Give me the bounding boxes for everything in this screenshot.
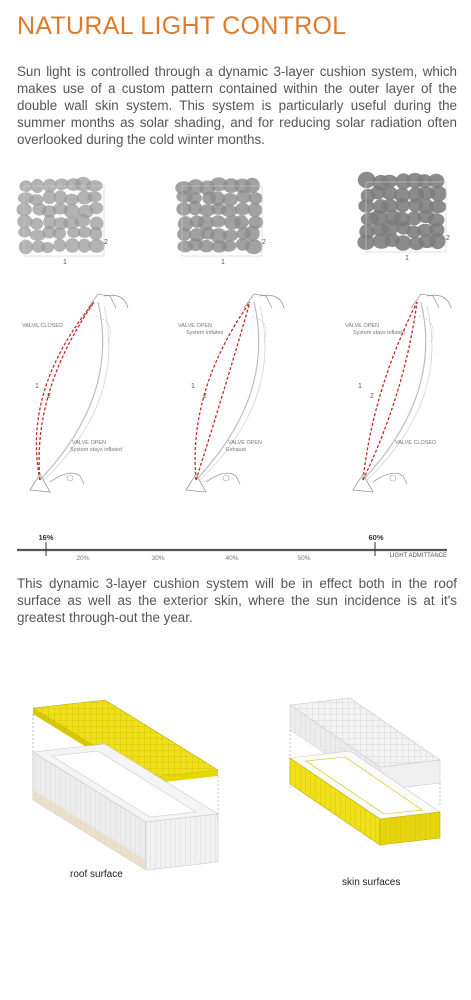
- pattern-layer-label: 2: [104, 239, 108, 246]
- pattern-cell: [88, 239, 104, 252]
- valve-state-sub: Exhaust: [226, 447, 246, 453]
- scale-tick-label: 20%: [76, 555, 90, 562]
- pattern-layer-label: 2: [446, 235, 450, 242]
- pattern-cell: [87, 191, 102, 202]
- top-valve-bracket: [244, 294, 284, 308]
- pattern-cell: [248, 203, 263, 217]
- bottom-valve-bracket: [30, 473, 84, 492]
- pattern-cell: [18, 227, 31, 238]
- pattern-cell: [395, 198, 410, 212]
- bottom-valve: [67, 475, 73, 481]
- bottom-valve: [223, 475, 229, 481]
- pattern-cell: [90, 227, 103, 241]
- pattern-layer-label: 1: [63, 259, 67, 266]
- scale-tick-label: 30%: [151, 555, 165, 562]
- scale-tick-label: 40%: [225, 555, 239, 562]
- cushion-section: [178, 294, 284, 492]
- scale-tick-label: 50%: [297, 555, 311, 562]
- pattern-cell: [30, 218, 43, 230]
- scale-label: LIGHT ADMITTANCE: [389, 553, 447, 559]
- pattern-cell: [223, 230, 238, 242]
- valve-state-label: VALVE OPEN: [72, 440, 107, 446]
- pattern-cell: [53, 239, 66, 252]
- wall-front-texture: [146, 814, 218, 870]
- pattern-cell: [177, 228, 191, 241]
- pattern-cell: [249, 192, 263, 204]
- pattern-cell: [64, 194, 79, 206]
- intro-paragraph: Sun light is controlled through a dynamic 3-layer cushion system, which makes use of a custom pattern contained within the outer layer of the double wall skin system. This system is particularly useful during the summer months as solar shading, and for reducing solar radiation often overlooked during the cold winter months.: [17, 64, 457, 147]
- roof-surface-caption: roof surface: [70, 869, 123, 880]
- roof-surface-isometric: [33, 700, 218, 870]
- cushion-sections: [22, 294, 451, 492]
- pattern-cell: [19, 240, 33, 254]
- valve-state-label: VALVE OPEN: [228, 440, 263, 446]
- valve-state-label: VALVE CLOSED: [395, 440, 437, 446]
- pattern-cell: [41, 242, 54, 253]
- layer-label: 2: [203, 393, 207, 400]
- valve-state-label: VALVE OPEN: [345, 323, 380, 329]
- pattern-cell: [429, 200, 447, 213]
- pattern-cell: [89, 202, 103, 214]
- cushion-patterns: [17, 172, 451, 266]
- valve-state-sub: System inflates: [186, 330, 224, 336]
- valve-state-label: VALVE CLOSED: [22, 323, 64, 329]
- pattern-cell: [53, 228, 67, 240]
- pattern-cell: [245, 226, 260, 242]
- structure-curve-inner: [44, 306, 109, 480]
- layer-label: 2: [47, 393, 51, 400]
- valve-state-sub: System stays inflated: [353, 330, 405, 336]
- cushion-section: [345, 294, 451, 492]
- outro-paragraph: This dynamic 3-layer cushion system will be in effect both in the roof surface as well as the exterior skin, where the sun incidence is at it's greatest through-out the year.: [17, 576, 457, 625]
- pattern-cell: [222, 193, 238, 206]
- layer-label: 1: [35, 383, 39, 390]
- pattern-swatch: [17, 177, 109, 266]
- pattern-cell: [234, 215, 248, 229]
- pattern-swatch: [175, 177, 266, 266]
- pattern-cell: [358, 199, 374, 212]
- pattern-cell: [358, 172, 376, 188]
- light-admittance-scale: [17, 533, 447, 562]
- layer-label: 1: [358, 383, 362, 390]
- bottom-valve: [390, 475, 396, 481]
- valve-state-sub: System stays inflated: [70, 447, 122, 453]
- valve-state-label: VALVE OPEN: [178, 323, 213, 329]
- pattern-swatch: [357, 172, 450, 262]
- pattern-layer-label: 1: [405, 255, 409, 262]
- layer-label: 2: [370, 393, 374, 400]
- top-valve-bracket: [88, 294, 128, 308]
- cushion-section: [22, 294, 128, 492]
- pattern-cell: [430, 186, 446, 202]
- scale-marker-label: 60%: [368, 533, 384, 542]
- bottom-valve-bracket: [353, 473, 407, 492]
- pattern-cell: [17, 215, 32, 229]
- layer-label: 1: [191, 383, 195, 390]
- pattern-cell: [211, 215, 226, 227]
- bottom-valve-bracket: [186, 473, 240, 492]
- scale-marker-label: 16%: [38, 533, 54, 542]
- pattern-cell: [221, 240, 236, 252]
- page-title: NATURAL LIGHT CONTROL: [17, 12, 347, 40]
- pattern-cell: [75, 214, 91, 227]
- pattern-cell: [430, 233, 446, 249]
- pattern-layer-label: 2: [262, 239, 266, 246]
- pattern-cell: [221, 205, 238, 217]
- skin-surfaces-isometric: [290, 698, 440, 845]
- pattern-cell: [381, 175, 398, 188]
- pattern-cell: [245, 239, 262, 254]
- pattern-cell: [65, 238, 80, 252]
- pattern-layer-label: 1: [221, 259, 225, 266]
- skin-surfaces-caption: skin surfaces: [342, 877, 401, 888]
